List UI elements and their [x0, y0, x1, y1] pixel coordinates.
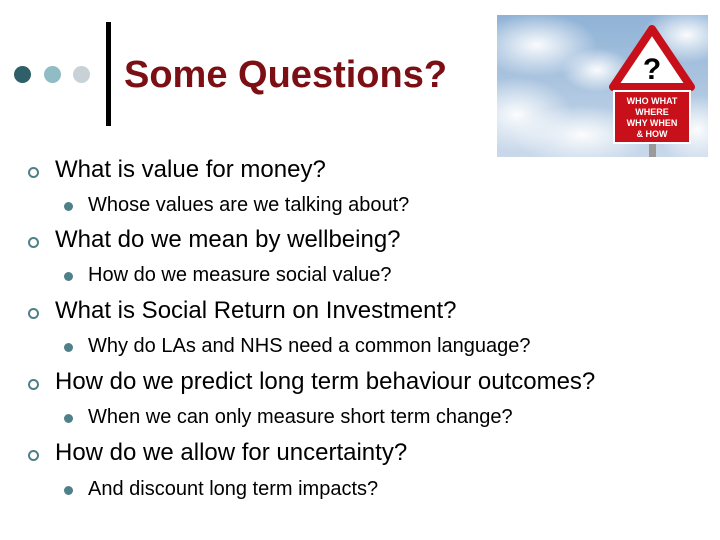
- sub-bullet-item: Whose values are we talking about?: [88, 194, 410, 216]
- bullet-item: What is value for money?: [55, 156, 326, 183]
- sub-bullet-dot-icon: [64, 272, 73, 281]
- dot-dark-icon: [14, 66, 31, 83]
- sub-bullet-dot-icon: [64, 343, 73, 352]
- sign-symbol: ?: [642, 53, 662, 86]
- sub-bullet-dot-icon: [64, 202, 73, 211]
- bullet-ring-icon: [28, 237, 39, 248]
- sub-bullet-item: And discount long term impacts?: [88, 478, 379, 500]
- slide-title: Some Questions?: [124, 54, 448, 96]
- sub-bullet-item: When we can only measure short term change?: [88, 406, 513, 428]
- sign-line: WHY WHEN: [626, 118, 678, 128]
- sign-line: WHO WHAT: [626, 96, 678, 106]
- question-sign-image: [497, 15, 708, 157]
- sign-line: & HOW: [636, 129, 668, 139]
- bullet-ring-icon: [28, 379, 39, 390]
- bullet-item: What is Social Return on Investment?: [55, 297, 457, 324]
- bullet-item: What do we mean by wellbeing?: [55, 226, 401, 253]
- sign-line: WHERE: [635, 107, 669, 117]
- bullet-item: How do we allow for uncertainty?: [55, 439, 408, 466]
- sub-bullet-item: Why do LAs and NHS need a common language?: [88, 335, 531, 357]
- dot-light-icon: [73, 66, 90, 83]
- bullet-ring-icon: [28, 450, 39, 461]
- dot-medium-icon: [44, 66, 61, 83]
- decorative-dots: [14, 64, 100, 84]
- bullet-item: How do we predict long term behaviour outcomes?: [55, 368, 596, 395]
- title-divider: [106, 22, 111, 126]
- sub-bullet-dot-icon: [64, 486, 73, 495]
- sub-bullet-item: How do we measure social value?: [88, 264, 392, 286]
- bullet-ring-icon: [28, 167, 39, 178]
- bullet-ring-icon: [28, 308, 39, 319]
- sub-bullet-dot-icon: [64, 414, 73, 423]
